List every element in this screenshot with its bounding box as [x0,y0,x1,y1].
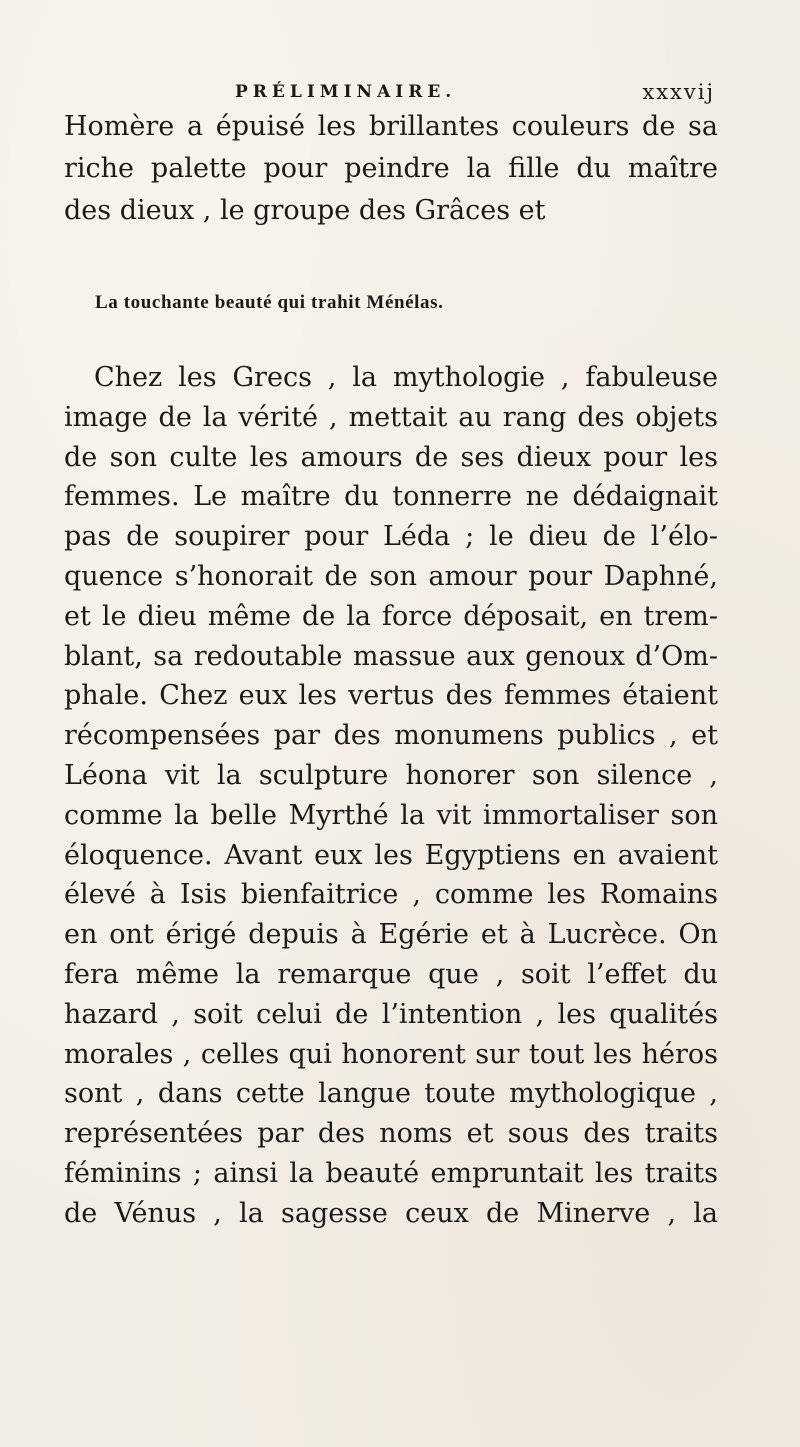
text-line: riche palette pour peindre la fille du maître [64,153,718,184]
text-line: image de la vérité , mettait au rang des objets [64,401,718,433]
text-line: et le dieu même de la force déposait, en trem- [64,600,718,632]
text-line: phale. Chez eux les vertus des femmes étaient [64,680,718,712]
running-title: PRÉLIMINAIRE. [235,82,457,102]
text-line: féminins ; ainsi la beauté empruntait les traits [64,1157,718,1189]
text-line: morales , celles qui honorent sur tout les héros [64,1038,718,1070]
text-line: des dieux , le groupe des Grâces et [64,195,546,226]
illustration-caption: La touchante beauté qui trahit Ménélas. [95,292,444,313]
text-line: Homère a épuisé les brillantes couleurs de sa [64,111,718,142]
text-line: quence s’honorait de son amour pour Daphné, [64,560,718,592]
text-line: comme la belle Myrthé la vit immortaliser son [64,799,718,831]
text-line: fera même la remarque que , soit l’effet du [64,958,718,990]
text-line: hazard , soit celui de l’intention , les qualités [64,998,718,1030]
page-number: xxxvij [642,80,715,104]
text-line: blant, sa redoutable massue aux genoux d’Om- [64,640,718,672]
text-line: de son culte les amours de ses dieux pour les [64,441,718,473]
text-line: pas de soupirer pour Léda ; le dieu de l’élo- [64,521,718,553]
text-line: éloquence. Avant eux les Egyptiens en avaient [64,839,718,871]
text-line: récompensées par des monumens publics , et [64,720,718,752]
text-line: sont , dans cette langue toute mythologique , [64,1078,718,1110]
text-line: Léona vit la sculpture honorer son silence , [64,759,718,791]
text-line: de Vénus , la sagesse ceux de Minerve , la [64,1197,718,1229]
text-line: élevé à Isis bienfaitrice , comme les Romains [64,879,718,911]
body-paragraph [64,358,718,1234]
text-line: femmes. Le maître du tonnerre ne dédaignait [64,481,718,513]
opening-paragraph [64,106,718,232]
text-line: Chez les Grecs , la mythologie , fabuleuse [94,362,718,393]
text-line: en ont érigé depuis à Egérie et à Lucrèce. On [64,919,718,951]
text-line: représentées par des noms et sous des traits [64,1118,718,1150]
